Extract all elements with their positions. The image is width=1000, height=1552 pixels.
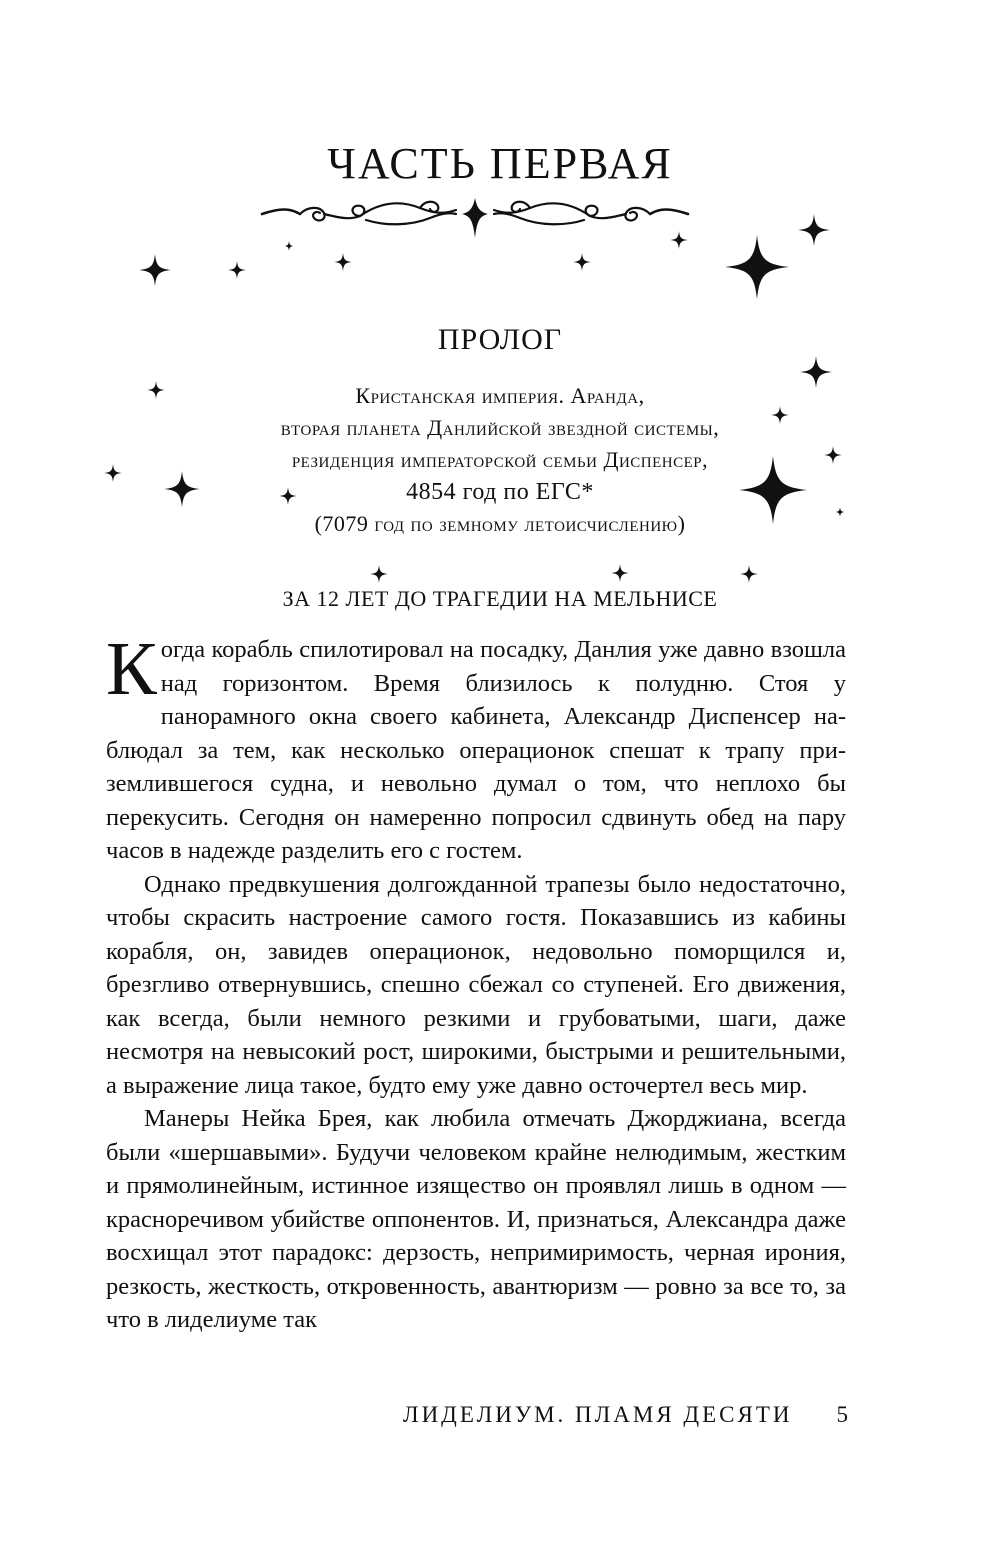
page-number: 5 (836, 1402, 848, 1427)
part-title: ЧАСТЬ ПЕРВАЯ (327, 139, 673, 188)
setting-epigraph (140, 380, 860, 540)
setting-line: вторая планета Данлийской звездной системы, (280, 415, 720, 440)
setting-line: 4854 год по ЕГС* (406, 479, 594, 505)
sparkle-star-icon (611, 564, 629, 582)
body-text (106, 627, 846, 1337)
sparkle-star-icon (725, 235, 789, 299)
flourish-divider-icon (260, 196, 690, 240)
sparkle-star-icon (139, 254, 171, 286)
paragraph: Однако предвкушения долгожданной трапезы было недостаточно, чтобы скрасить настроение самого гостя. Показавшись из кабины корабля, он, завидев операционок, недовольно поморщился и, брезгливо отвернувшись, спешно сбежал со ступеней. Его движения, как всегда, были немного резкими и грубоватыми, шаги, даже несмотря на невысокий рост, широкими, быстрыми и решительными, а выражение лица такое, будто ему уже давно осточертел весь мир. (106, 870, 846, 1099)
sparkle-star-icon (573, 253, 591, 271)
sparkle-star-icon (228, 261, 246, 279)
page-footer (0, 1402, 848, 1428)
sparkle-star-icon (334, 253, 352, 271)
sparkle-star-icon (370, 565, 388, 583)
drop-cap: К (106, 627, 157, 711)
paragraph (106, 627, 846, 868)
setting-line: (7079 год по земному летоисчислению) (314, 511, 686, 536)
sparkle-star-icon (104, 464, 122, 482)
setting-line: резиденция императорской семьи Диспенсер, (291, 447, 709, 472)
paragraph: Манеры Нейка Брея, как любила отмечать Джорджиана, всегда были «шершавыми». Будучи человеком крайне нелюдимым, жестким и прямолинейным, истинное изящество он проявлял лишь в одном — красноречивом убийстве оппонентов. И, признаться, Александра даже восхищал этот парадокс: дерзость, непримиримость, черная ирония, резкость, жесткость, откровенность, авантюризм — ровно за все то, за что в лиделиуме так (106, 1105, 846, 1333)
chapter-subtitle: ЗА 12 ЛЕТ ДО ТРАГЕДИИ НА МЕЛЬНИСЕ (282, 586, 718, 611)
sparkle-star-icon (740, 565, 758, 583)
running-title: ЛИДЕЛИУМ. ПЛАМЯ ДЕСЯТИ (402, 1402, 793, 1427)
sparkle-star-icon (284, 241, 294, 251)
sparkle-star-icon (798, 214, 830, 246)
paragraph-text: огда корабль спилотировал на посадку, Данлия уже давно взошла над горизонтом. Время близилось к полудню. Стоя у панорамного окна своего кабинета, Александр Диспенсер наблюдал за тем, как несколько операционок спешат к трапу приземлившегося судна, и невольно думал о том, что неплохо бы перекусить. Сегодня он намеренно попросил сдвинуть обед на пару часов в надежде разделить его с гостем. (106, 636, 846, 864)
starfield-decoration (0, 0, 1000, 640)
prolog-heading: ПРОЛОГ (437, 323, 563, 356)
setting-line: Кристанская империя. Аранда, (355, 383, 645, 408)
